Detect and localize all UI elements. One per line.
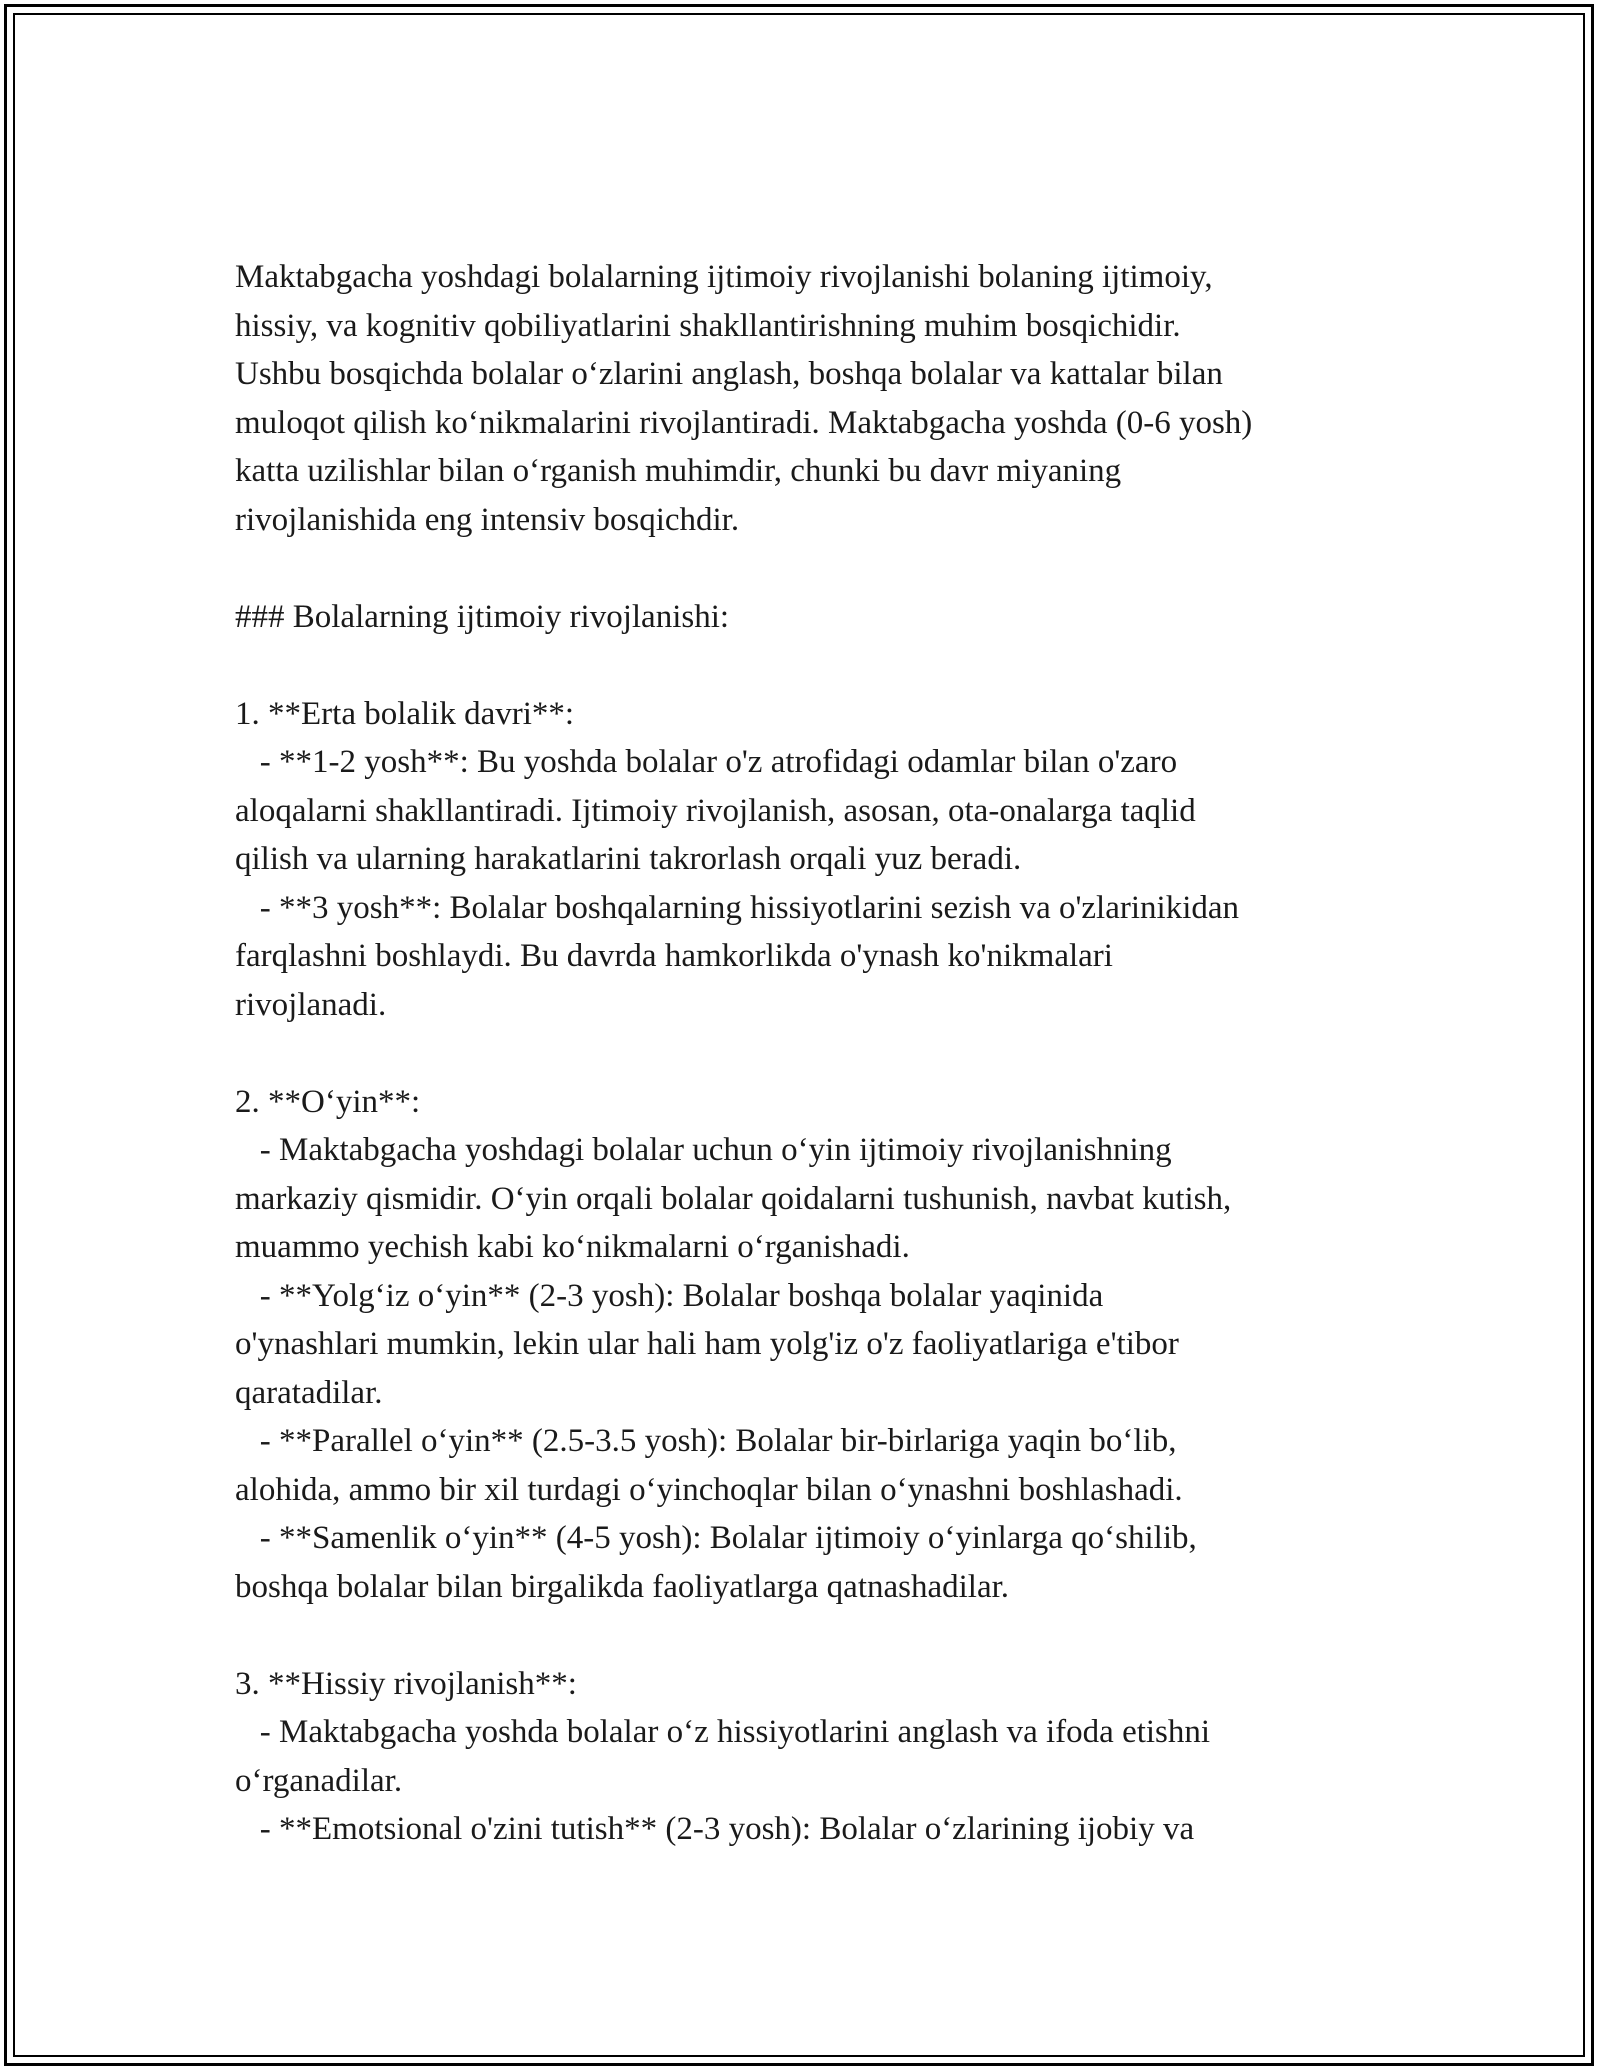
text-line: qaratadilar. — [235, 1374, 383, 1411]
text-line: rivojlanadi. — [235, 986, 387, 1023]
text-line: - Maktabgacha yoshda bolalar o‘z hissiyotlarini anglash va ifoda etishni — [235, 1714, 1211, 1750]
text-line: qilish va ularning harakatlarini takrorlash orqali yuz beradi. — [235, 841, 1022, 877]
text-line: - **1-2 yosh**: Bu yoshda bolalar o'z atrofidagi odamlar bilan o'zaro — [235, 744, 1178, 780]
text-line: Maktabgacha yoshdagi bolalarning ijtimoiy rivojlanishi bolaning ijtimoiy, — [235, 259, 1213, 295]
text-line: - Maktabgacha yoshdagi bolalar uchun o‘yin ijtimoiy rivojlanishning — [235, 1132, 1172, 1168]
text-line: o‘rganadilar. — [235, 1762, 403, 1799]
text-line: aloqalarni shakllantiradi. Ijtimoiy rivojlanish, asosan, ota-onalarga taqlid — [235, 792, 1196, 829]
text-line: - **Samenlik o‘yin** (4-5 yosh): Bolalar ijtimoiy o‘yinlarga qo‘shilib, — [235, 1520, 1197, 1556]
heading-line: ### Bolalarning ijtimoiy rivojlanishi: — [235, 598, 730, 635]
text-line: - **Parallel o‘yin** (2.5-3.5 yosh): Bolalar bir-birlariga yaqin bo‘lib, — [235, 1423, 1177, 1459]
text-line: hissiy, va kognitiv qobiliyatlarini shakllantirishning muhim bosqichidir. — [235, 307, 1181, 344]
text-line: boshqa bolalar bilan birgalikda faoliyatlarga qatnashadilar. — [235, 1568, 1010, 1605]
section-heading — [235, 593, 1385, 642]
text-line: muammo yechish kabi ko‘nikmalarni o‘rganishadi. — [235, 1229, 910, 1265]
text-line: farqlashni boshlaydi. Bu davrda hamkorlikda o'ynash ko'nikmalari — [235, 938, 1113, 974]
text-line: muloqot qilish ko‘nikmalarini rivojlantiradi. Maktabgacha yoshda (0-6 yosh) — [235, 404, 1253, 441]
text-line: rivojlanishida eng intensiv bosqichdir. — [235, 501, 740, 538]
blank-line — [235, 641, 1385, 690]
text-line: 1. **Erta bolalik davri**: — [235, 695, 575, 732]
blank-line — [235, 1611, 1385, 1660]
text-line: markaziy qismidir. O‘yin orqali bolalar qoidalarni tushunish, navbat kutish, — [235, 1180, 1232, 1217]
text-line: Ushbu bosqichda bolalar o‘zlarini anglash, boshqa bolalar va kattalar bilan — [235, 356, 1223, 392]
section-1-early-childhood — [235, 690, 1385, 1030]
text-line: o'ynashlari mumkin, lekin ular hali ham yolg'iz o'z faoliyatlariga e'tibor — [235, 1326, 1179, 1362]
text-line: katta uzilishlar bilan o‘rganish muhimdir, chunki bu davr miyaning — [235, 453, 1122, 489]
blank-line — [235, 544, 1385, 593]
text-line: - **Yolg‘iz o‘yin** (2-3 yosh): Bolalar boshqa bolalar yaqinida — [235, 1277, 1104, 1314]
text-line: 2. **O‘yin**: — [235, 1083, 421, 1120]
text-line: alohida, ammo bir xil turdagi o‘yinchoqlar bilan o‘ynashni boshlashadi. — [235, 1471, 1183, 1508]
section-2-play — [235, 1078, 1385, 1612]
text-line: 3. **Hissiy rivojlanish**: — [235, 1665, 577, 1702]
section-3-emotional-development — [235, 1660, 1385, 1854]
document-body — [235, 253, 1385, 1854]
intro-paragraph — [235, 253, 1385, 544]
text-line: - **Emotsional o'zini tutish** (2-3 yosh): Bolalar o‘zlarining ijobiy va — [235, 1811, 1195, 1847]
blank-line — [235, 1029, 1385, 1078]
text-line: - **3 yosh**: Bolalar boshqalarning hissiyotlarini sezish va o'zlarinikidan — [235, 889, 1240, 926]
